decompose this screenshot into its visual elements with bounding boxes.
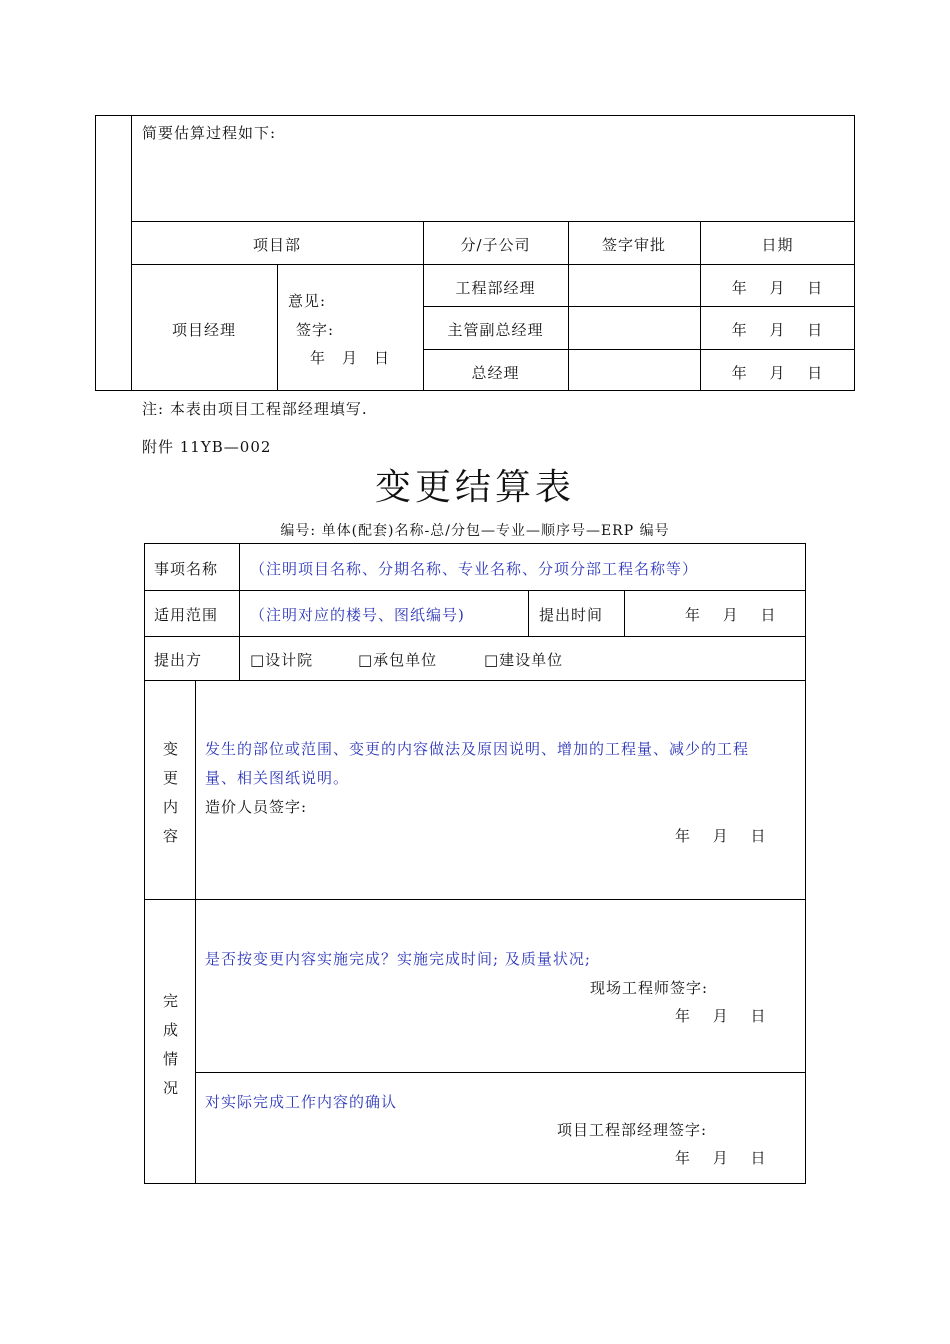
change-label-char-3: 内 [163,798,180,816]
estimate-label: 简要估算过程如下: [142,124,277,142]
change-hint-line-1: 发生的部位或范围、变更的内容做法及原因说明、增加的工程量、减少的工程 [205,740,750,758]
role-date-3: 年 月 日 [731,364,824,382]
header-project-dept: 项目部 [252,236,301,254]
scope-hint: （注明对应的楼号、图纸编号) [250,606,465,624]
role-engineering-manager: 工程部经理 [455,279,536,297]
attachment-label: 附件 11YB—002 [142,438,272,456]
completion-label-char-1: 完 [163,992,180,1010]
proposer-contractor-checkbox[interactable]: □承包单位 [358,651,438,669]
completion-date: 年 月 日 [675,1007,767,1025]
opinion-label: 意见: [288,292,327,310]
header-sign-approve: 签字审批 [601,236,666,254]
header-sub-company: 分/子公司 [460,236,531,254]
change-label-char-1: 变 [163,740,180,758]
cost-sign-label: 造价人员签字: [205,798,308,816]
completion-hint: 是否按变更内容实施完成？实施完成时间; 及质量状况; [205,950,591,968]
submit-time-value: 年 月 日 [685,606,777,624]
completion-label-char-4: 况 [163,1079,180,1097]
item-name-label: 事项名称 [154,560,219,578]
change-hint-line-2: 量、相关图纸说明。 [205,769,350,787]
signature-label: 签字: [296,321,335,339]
scope-label: 适用范围 [154,606,219,624]
change-label-char-2: 更 [163,769,180,787]
item-name-hint: （注明项目名称、分期名称、专业名称、分项分部工程名称等） [250,560,699,578]
change-label-char-4: 容 [163,827,180,845]
completion-label-char-2: 成 [163,1021,180,1039]
role-deputy-gm: 主管副总经理 [447,321,544,339]
role-general-manager: 总经理 [471,364,520,382]
confirm-hint: 对实际完成工作内容的确认 [205,1093,398,1111]
pm-date: 年 月 日 [310,349,391,367]
confirm-date: 年 月 日 [675,1149,767,1167]
submit-time-label: 提出时间 [539,606,604,624]
role-date-2: 年 月 日 [731,321,824,339]
role-date-1: 年 月 日 [731,279,824,297]
header-date: 日期 [761,236,794,254]
engineer-sign-label: 现场工程师签字: [590,979,709,997]
form-number-line: 编号: 单体(配套)名称-总/分包—专业—顺序号—ERP 编号 [280,523,670,539]
note-text: 注: 本表由项目工程部经理填写. [142,400,368,418]
project-manager-label: 项目经理 [171,321,236,339]
change-date: 年 月 日 [675,827,767,845]
form-title: 变更结算表 [374,467,575,508]
proposer-design-institute-checkbox[interactable]: □设计院 [250,651,314,669]
proposer-owner-checkbox[interactable]: □建设单位 [484,651,564,669]
completion-label-char-3: 情 [163,1050,180,1068]
pm-sign-label: 项目工程部经理签字: [557,1121,708,1139]
proposer-label: 提出方 [154,651,203,669]
